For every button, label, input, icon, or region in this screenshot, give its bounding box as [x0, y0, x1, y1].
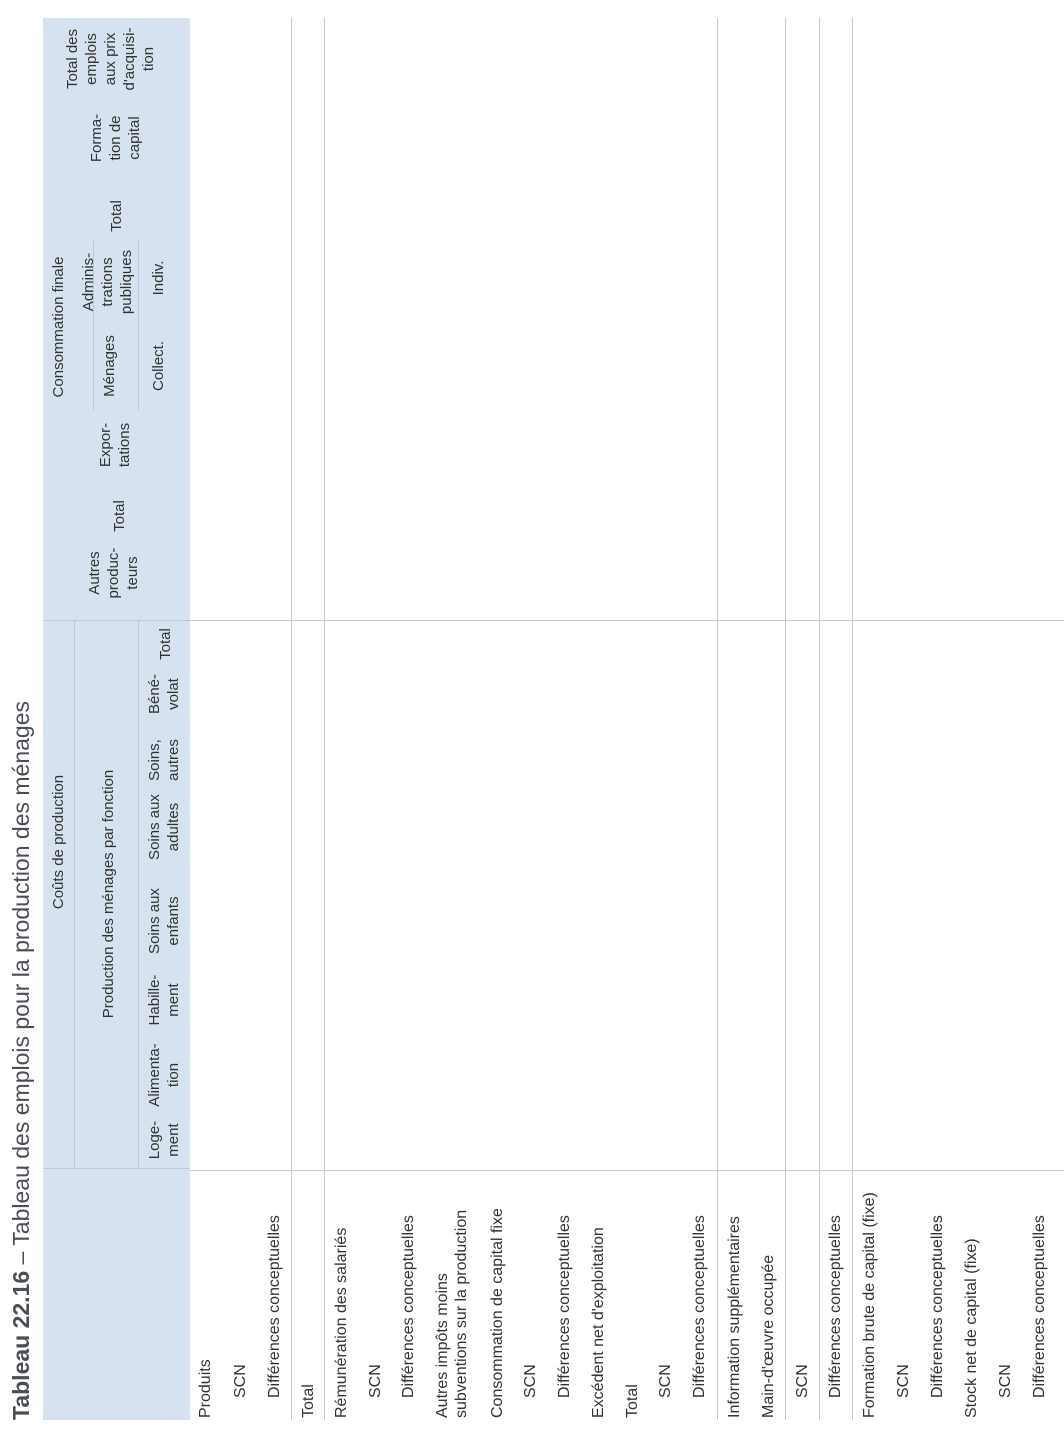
row-label: Différences conceptuelles — [400, 1215, 417, 1398]
header-divider — [43, 1168, 190, 1169]
row-label: Différences conceptuelles — [691, 1215, 708, 1398]
title-dash: – — [8, 1245, 34, 1271]
header-divider — [138, 240, 139, 410]
header-col-total: Total — [157, 628, 174, 660]
header-col-logement: Loge- ment — [146, 1120, 182, 1160]
row-divider — [291, 18, 292, 1420]
row-label: SCN — [232, 1364, 249, 1398]
row-label: Autres impôts moins subventions sur la production — [434, 1209, 470, 1418]
header-couts-production: Coûts de production — [50, 774, 67, 910]
row-divider — [819, 18, 820, 1420]
header-formation-capital: Forma- tion de capital — [88, 113, 143, 163]
row-label: Différences conceptuelles — [556, 1215, 573, 1398]
header-consommation-finale: Consommation finale — [50, 256, 67, 398]
header-total-emplois: Total des emplois aux prix d'acquisi- tion — [64, 27, 157, 91]
header-col-soins-adultes: Soins aux adultes — [146, 794, 182, 860]
row-label: SCN — [367, 1364, 384, 1398]
header-divider — [43, 620, 190, 621]
row-divider — [717, 18, 718, 1420]
row-label: SCN — [657, 1364, 674, 1398]
row-label: Consommation de capital fixe — [489, 1208, 506, 1418]
row-label: SCN — [997, 1364, 1014, 1398]
row-label: Rémunération des salariés — [333, 1227, 350, 1418]
row-label: SCN — [522, 1364, 539, 1398]
header-total-1: Total — [111, 500, 128, 532]
header-col-soins-autres: Soins, autres — [146, 739, 182, 781]
header-col-soins-enfants: Soins aux enfants — [146, 888, 182, 954]
header-divider — [74, 620, 75, 1168]
row-label: Excédent net d'exploitation — [590, 1227, 607, 1418]
header-divider — [138, 620, 139, 1168]
header-collect: Collect. — [150, 340, 167, 392]
header-administrations: Adminis- trations publiques — [80, 249, 135, 315]
row-label: Stock net de capital (fixe) — [963, 1238, 980, 1418]
row-label: Main-d'œuvre occupée — [760, 1254, 777, 1418]
row-label: Différences conceptuelles — [929, 1215, 946, 1398]
row-divider — [852, 18, 853, 1420]
title-text: Tableau des emplois pour la production des ménages — [8, 701, 34, 1246]
row-label: Information supplémentaires — [726, 1216, 743, 1418]
row-label: Différences conceptuelles — [827, 1215, 844, 1398]
row-divider — [785, 18, 786, 1420]
header-indiv: Indiv. — [150, 260, 167, 296]
section-divider — [190, 620, 1064, 621]
header-col-habillement: Habille- ment — [146, 974, 182, 1026]
page-title — [8, 701, 35, 1420]
header-total-2: Total — [108, 200, 125, 232]
header-production-menages: Production des ménages par fonction — [100, 769, 117, 1019]
row-label: SCN — [794, 1364, 811, 1398]
row-header-band — [43, 1170, 190, 1420]
row-label: SCN — [895, 1364, 912, 1398]
row-label: Formation brute de capital (fixe) — [861, 1192, 878, 1418]
header-col-benevolat: Béné- volat — [146, 673, 182, 715]
header-col-alimentation: Alimenta- tion — [146, 1043, 182, 1107]
row-label: Produits — [197, 1359, 214, 1418]
header-autres-producteurs: Autres produc- teurs — [86, 547, 141, 599]
row-label: Différences conceptuelles — [266, 1215, 283, 1398]
row-label: Total — [624, 1384, 641, 1418]
row-label: Total — [300, 1384, 317, 1418]
row-divider — [324, 18, 325, 1420]
uses-table — [43, 0, 1064, 1442]
table-number: Tableau 22.16 — [8, 1270, 34, 1420]
header-exportations: Expor- tations — [97, 422, 133, 468]
header-menages: Ménages — [101, 335, 118, 397]
row-label: Différences conceptuelles — [1031, 1215, 1048, 1398]
section-divider — [190, 1170, 1064, 1171]
